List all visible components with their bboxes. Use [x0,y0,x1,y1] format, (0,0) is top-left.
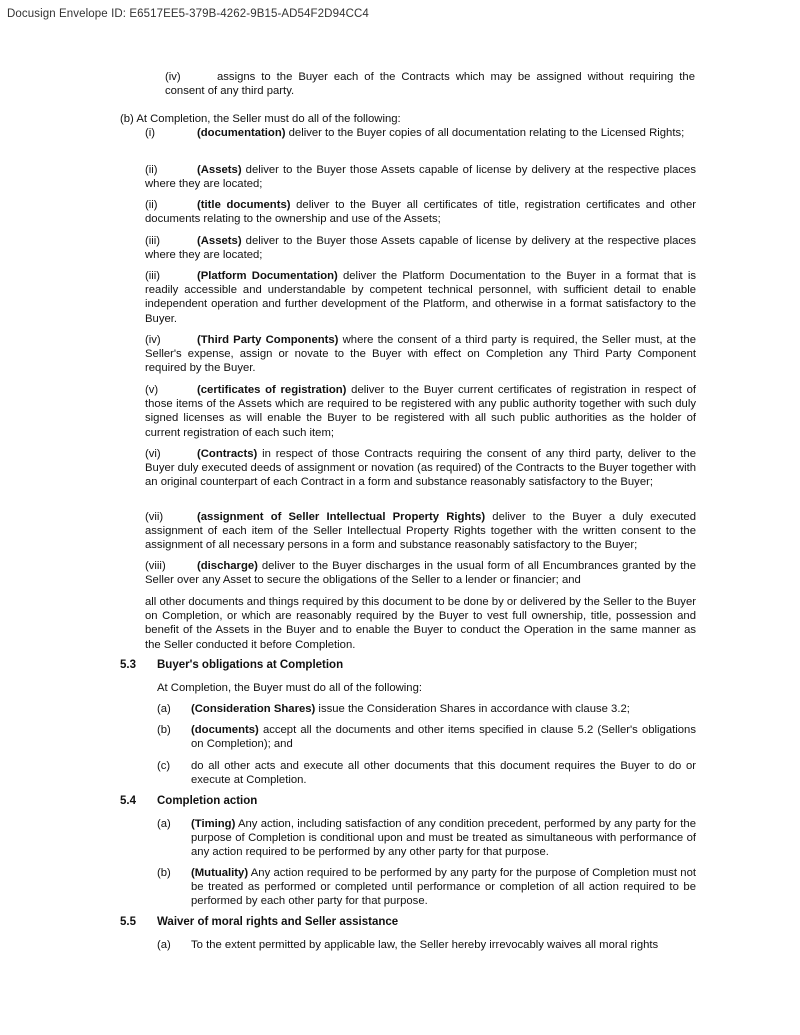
item-number: (iii) [145,235,161,247]
item-number: (ii) [145,164,158,176]
item-heading: (certificates of registration) [197,384,347,396]
item-text: where the consent of a third party is required, the Seller must, at the Seller's expense, assign or novate to the Buyer with effect on Completion any Third Party Component required by the Buyer. [145,334,696,375]
clause-b-item-6 [145,383,696,440]
item-heading: (documentation) [197,127,286,139]
item-text: Any action required to be performed by any party for the purpose of Completion must not be treated as performed or completed until performance or completion of all action required to be performed by each other party for that purpose. [191,867,696,908]
clause-b-item-9 [145,559,696,587]
section-intro: At Completion, the Buyer must do all of the following: [157,682,422,694]
clause-b-item-1 [145,163,696,191]
clause-a-iv [165,70,695,98]
section-5-3-intro [157,681,696,695]
section-5-3-item-c [157,759,696,787]
section-5-4-item-a [157,817,696,860]
section-number: 5.4 [120,795,136,807]
section-title: Buyer's obligations at Completion [157,659,344,671]
item-number: (a) [157,939,171,951]
item-heading: (Mutuality) [191,867,249,879]
item-text: deliver to the Buyer discharges in the usual form of all Encumbrances granted by the Seller over any Asset to secure the obligations of the Seller to a lender or financier; and [145,560,696,587]
item-number: (b) [157,867,171,879]
clause-b-item-7 [145,447,696,490]
item-heading: (Third Party Components) [197,334,339,346]
clause-b-item-4 [145,269,696,326]
item-text: accept all the documents and other items specified in clause 5.2 (Seller's obligations on Completion); and [191,724,696,751]
clause-b-item-8 [145,510,696,553]
item-heading: (Consideration Shares) [191,703,316,715]
section-number: 5.5 [120,916,136,928]
clause-b-item-5 [145,333,696,376]
item-number: (i) [145,127,156,139]
item-heading: (assignment of Seller Intellectual Property Rights) [197,511,486,523]
clause-b-item-2 [145,198,696,226]
item-heading: (discharge) [197,560,258,572]
item-heading: (Assets) [197,235,242,247]
clause-b-closing [145,595,696,652]
item-text: Any action, including satisfaction of any condition precedent, performed by any party for the purpose of Completion is conditional upon and must be treated as simultaneous with performance of any action required to be performed by any other party for that purpose. [191,818,696,859]
item-text: deliver to the Buyer those Assets capable of license by delivery at the respective places where they are located; [145,164,696,191]
item-number: (b) [157,724,171,736]
item-number: (v) [145,384,159,396]
item-text: deliver the Platform Documentation to the Buyer in a format that is readily accessible and understandable by competent technical personnel, with sufficient detail to enable independent operation and further development of the Platform, and otherwise in a format satisfactory to the Buyer. [145,270,697,325]
item-text: To the extent permitted by applicable law, the Seller hereby irrevocably waives all moral rights [191,939,659,951]
section-5-4-item-b [157,866,696,909]
item-text: deliver to the Buyer current certificates of registration in respect of those items of the Assets which are required to be registered with any public authority together with such duly signed licenses as will enable the Buyer to be registered with all such public authorities as the holder of current registration of each such item; [145,384,697,439]
item-number: (vi) [145,448,161,460]
item-heading: (documents) [191,724,259,736]
envelope-id: Docusign Envelope ID: E6517EE5-379B-4262-9B15-AD54F2D94CC4 [7,8,369,20]
clause-b-intro [120,112,696,126]
item-text: deliver to the Buyer those Assets capable of license by delivery at the respective places where they are located; [145,235,696,262]
item-number: (ii) [145,199,158,211]
item-text: in respect of those Contracts requiring the consent of any third party, deliver to the Buyer duly executed deeds of assignment or novation (as required) of the Contracts to the Buyer together with an original counterpart of each Contract in a form and substance reasonably satisfactory to the Buyer; [145,448,696,489]
item-text: deliver to the Buyer a duly executed assignment of each item of the Seller Intellectual Property Rights together with the written consent to the assignment of all necessary persons in a form and substance reasonably satisfactory to the Buyer; [145,511,697,552]
item-text: do all other acts and execute all other documents that this document requires the Buyer to do or execute at Completion. [191,760,696,787]
clause-number: (iv) [165,71,181,83]
section-title: Completion action [157,795,258,807]
item-heading: (Platform Documentation) [197,270,338,282]
clause-b-item-0 [145,126,696,140]
item-text: deliver to the Buyer all certificates of title, registration certificates and other documents relating to the ownership and use of the Assets; [145,199,696,226]
clause-b-intro-text: (b) At Completion, the Seller must do all of the following: [120,113,401,125]
item-text: issue the Consideration Shares in accordance with clause 3.2; [315,703,630,715]
section-title: Waiver of moral rights and Seller assistance [157,916,399,928]
item-number: (iii) [145,270,161,282]
item-heading: (title documents) [197,199,291,211]
section-number: 5.3 [120,659,136,671]
item-number: (iv) [145,334,161,346]
section-5-3-item-b [157,723,696,751]
item-heading: (Assets) [197,164,242,176]
section-5-3-item-a [157,702,696,716]
section-5-5-heading [120,916,398,928]
item-heading: (Timing) [191,818,236,830]
section-5-3-heading [120,659,343,671]
item-number: (vii) [145,511,164,523]
closing-text: all other documents and things required by this document to be done by or delivered by the Seller to the Buyer on Completion, or which are reasonably required by the Buyer to vest full ownership, title, possession and benefit of the Assets in the Buyer and to enable the Buyer to conduct the Operation in the same manner as the Seller conducted it before Completion. [145,596,696,651]
item-number: (a) [157,818,171,830]
section-5-5-item-a [157,938,696,952]
section-5-4-heading [120,795,257,807]
item-text: deliver to the Buyer copies of all documentation relating to the Licensed Rights; [285,127,685,139]
clause-b-item-3 [145,234,696,262]
item-number: (a) [157,703,171,715]
item-heading: (Contracts) [197,448,258,460]
clause-text: assigns to the Buyer each of the Contracts which may be assigned without requiring the consent of any third party. [165,71,695,98]
item-number: (viii) [145,560,166,572]
item-number: (c) [157,760,171,772]
